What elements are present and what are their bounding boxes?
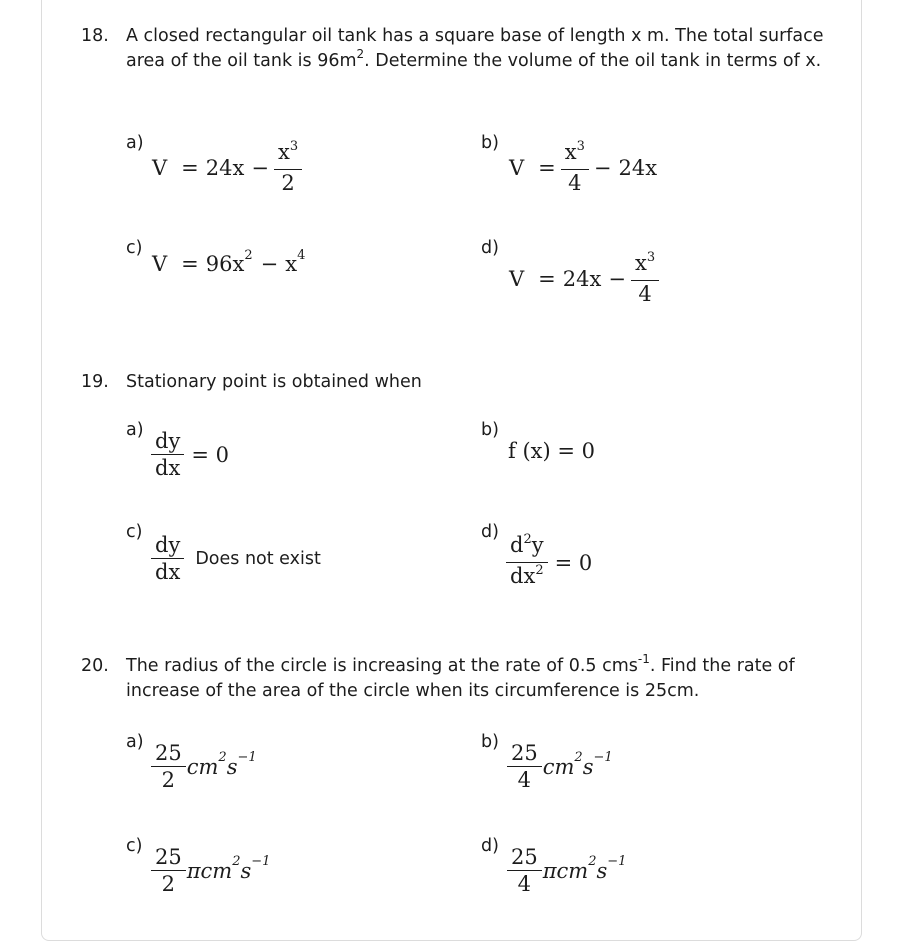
- option-math: V = 24x − $\frac{x^3}{2}$: [152, 141, 303, 194]
- option-math: V = 24x − $\frac{x^3}{4}$: [509, 252, 660, 305]
- option-19d[interactable]: [481, 522, 821, 597]
- option-19b[interactable]: [481, 420, 821, 480]
- option-math: $\frac{25}{4}$ πcm 2 s −1: [506, 846, 626, 895]
- option-19c[interactable]: [126, 522, 456, 597]
- option-math: f (x) = 0: [508, 439, 595, 463]
- option-label: c): [126, 836, 143, 856]
- option-label: d): [481, 836, 499, 856]
- option-label: a): [126, 420, 144, 440]
- question-text: The radius of the circle is increasing at the rate of 0.5 cms$^{-1}$. Find the rate of increase of the area of the circle when its circumference is 25cm.: [126, 652, 795, 701]
- option-18d[interactable]: [481, 238, 821, 318]
- question-number: 19.: [81, 372, 109, 392]
- option-label: d): [481, 522, 499, 542]
- option-18b[interactable]: [481, 133, 821, 213]
- option-18a[interactable]: [126, 133, 456, 213]
- option-19a[interactable]: [126, 420, 456, 490]
- option-20d[interactable]: [481, 836, 821, 911]
- option-20a[interactable]: [126, 732, 456, 807]
- option-math: V = $\frac{x^3}{4}$ − 24x: [509, 139, 658, 195]
- option-label: b): [481, 420, 499, 440]
- question-19: [81, 370, 821, 400]
- option-label: a): [126, 732, 144, 752]
- question-20: [81, 654, 821, 709]
- option-math: $\frac{dy}{dx}$ Does not exist: [150, 534, 321, 583]
- option-label: c): [126, 522, 143, 542]
- option-label: c): [126, 238, 143, 258]
- option-label: b): [481, 732, 499, 752]
- option-20b[interactable]: [481, 732, 821, 807]
- question-text: Stationary point is obtained when: [126, 372, 422, 392]
- option-math: $\frac{d^2y}{dx^2}$ = 0: [505, 534, 592, 591]
- option-math: $\frac{25}{2}$ πcm 2 s −1: [150, 846, 270, 895]
- option-label: d): [481, 238, 499, 258]
- option-math: $\frac{25}{2}$ cm 2 s −1: [150, 742, 257, 791]
- option-label: a): [126, 133, 144, 153]
- option-math: V = 96x 2 − x 4: [152, 247, 306, 276]
- option-math: $\frac{dy}{dx}$ = 0: [150, 430, 229, 479]
- question-number: 18.: [81, 26, 109, 46]
- option-label: b): [481, 133, 499, 153]
- option-math: $\frac{25}{4}$ cm 2 s −1: [506, 742, 613, 791]
- question-18: [81, 24, 824, 104]
- question-number: 20.: [81, 656, 109, 676]
- option-20c[interactable]: [126, 836, 456, 911]
- option-18c[interactable]: [126, 238, 456, 298]
- question-text: A closed rectangular oil tank has a square base of length x m. The total surface area of the oil tank is $96m^2$. Determine the volume of the oil tank in terms of x.: [126, 26, 824, 71]
